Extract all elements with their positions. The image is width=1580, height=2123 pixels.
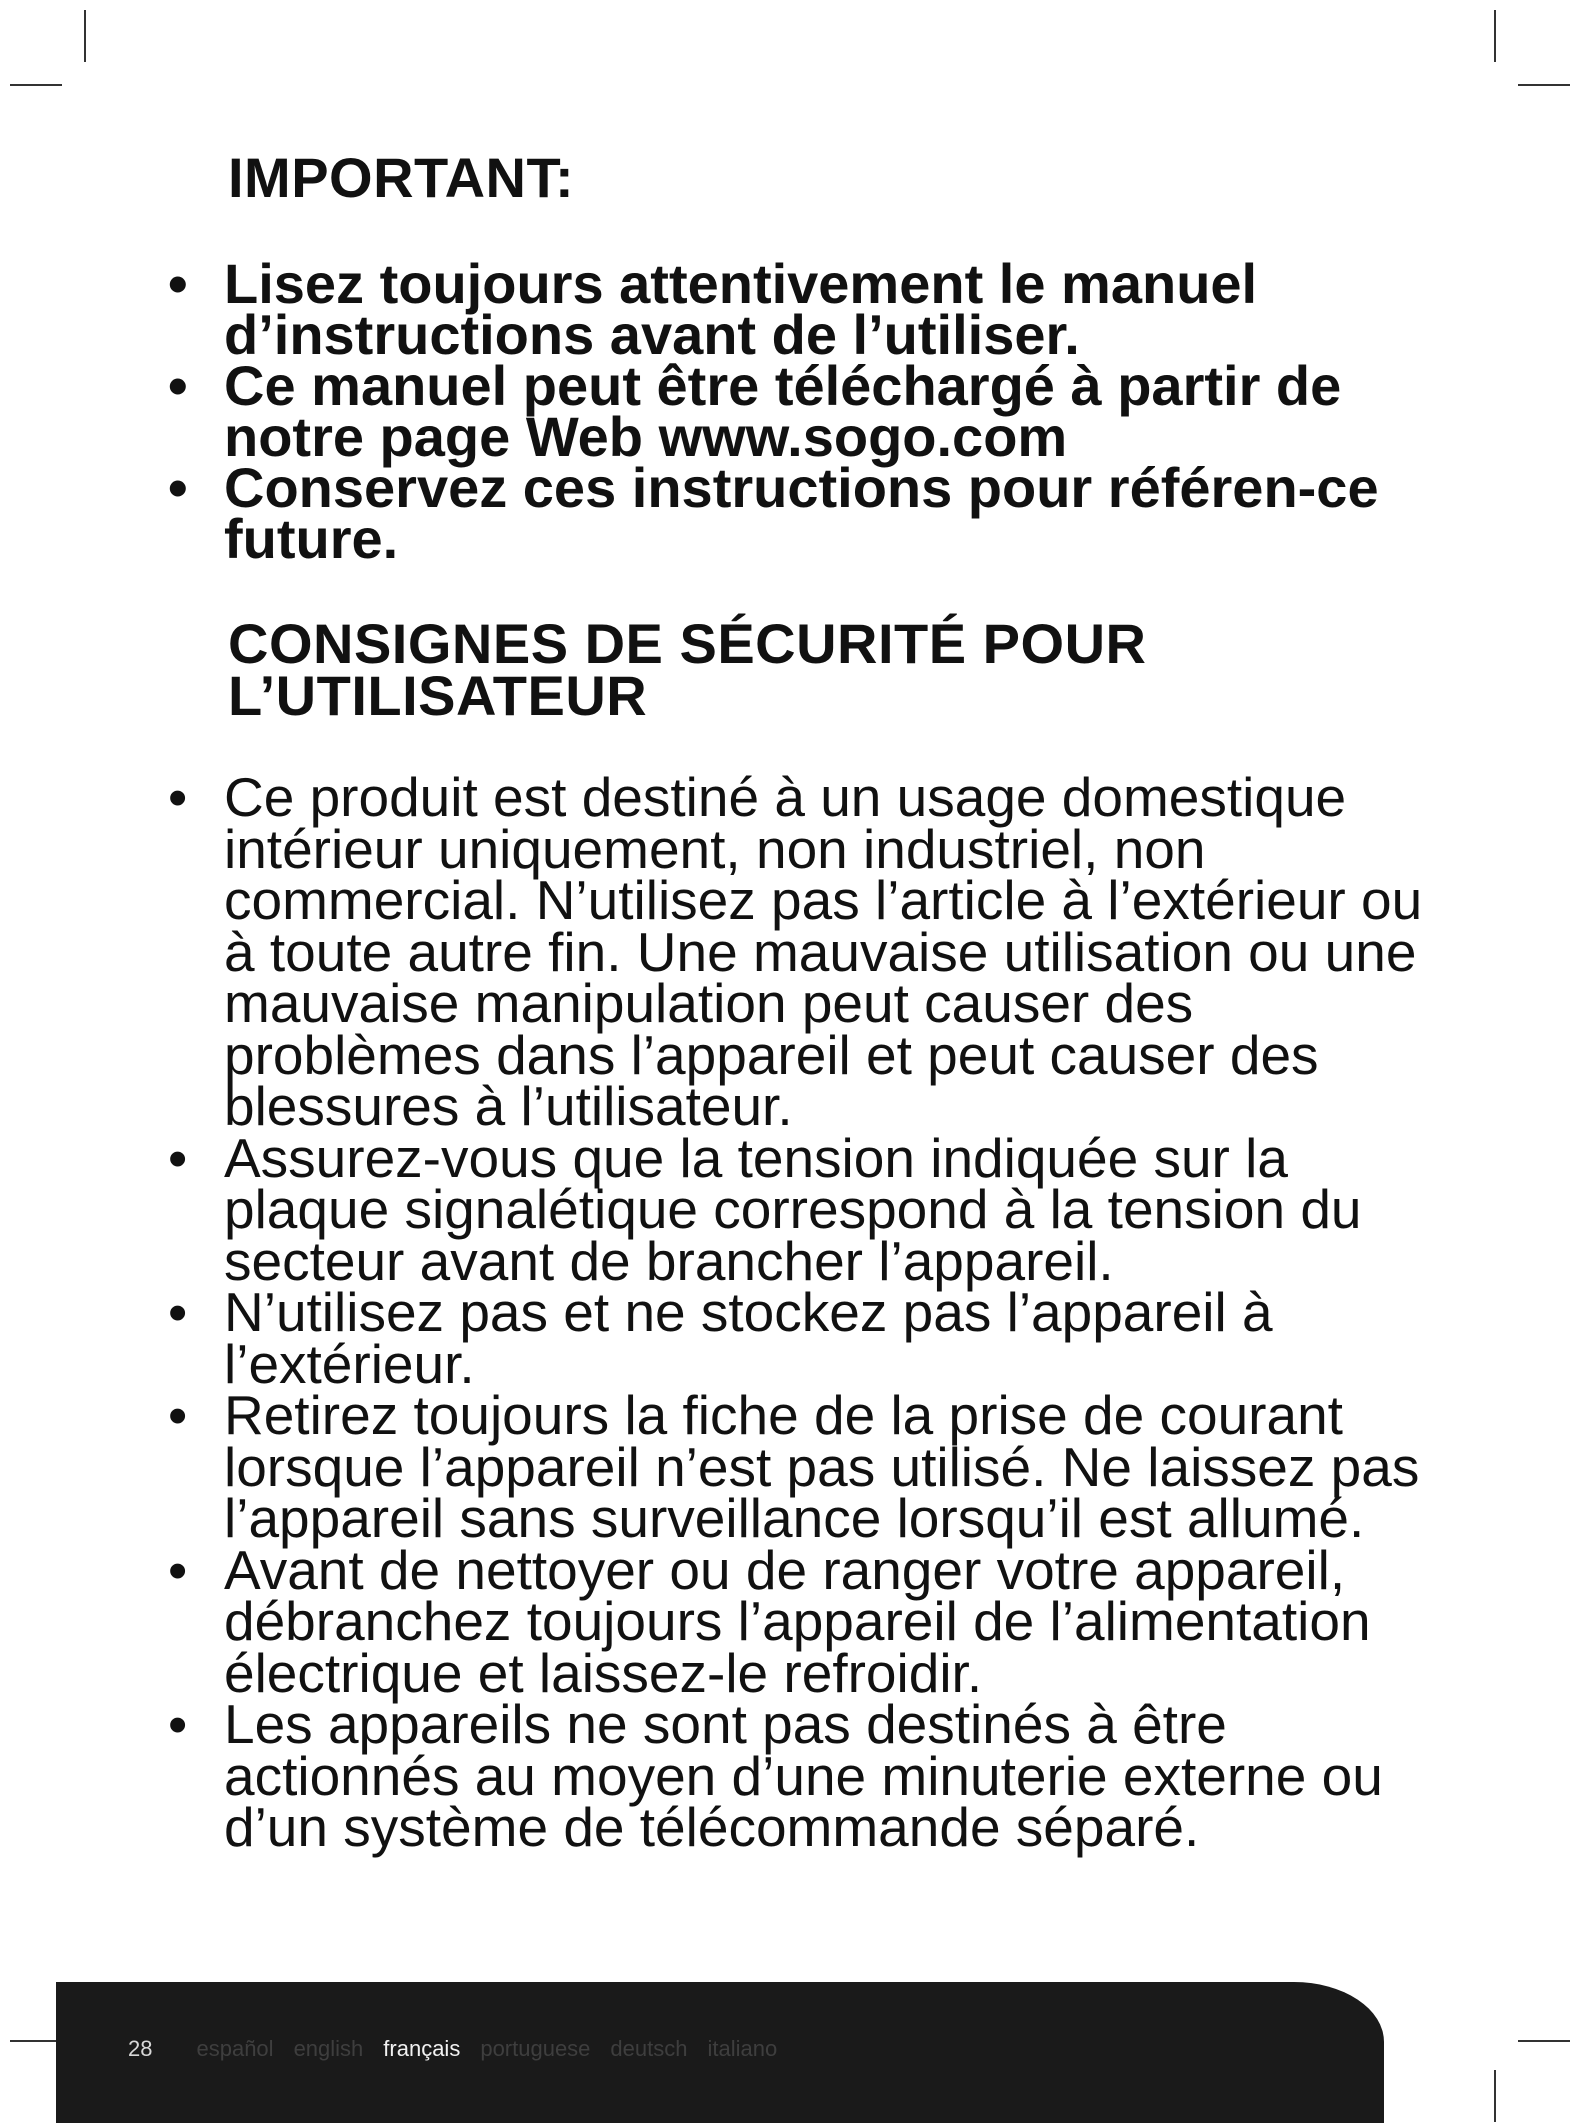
language-nav [128,2036,777,2062]
bullet-icon: • [168,766,188,828]
crop-mark [1494,10,1496,62]
language-link-portuguese[interactable]: portuguese [480,2036,591,2061]
language-link-deutsch[interactable]: deutsch [610,2036,688,2061]
bullet-icon: • [168,1384,188,1446]
list-item: • Assurez-vous que la tension indiquée sur la plaque signalétique correspond à la tension du secteur avant de brancher l’appareil. [168,1126,1362,1292]
bullet-icon: • [168,1126,188,1189]
crop-mark [1518,2040,1570,2042]
list-item: • Avant de nettoyer ou de ranger votre appareil, débranchez toujours l’appareil de l’alimentation électrique et laissez-le refroidir. [168,1538,1371,1704]
safety-list [0,766,1424,1858]
language-link-francais[interactable]: français [383,2036,461,2061]
list-item: • Conservez ces instructions pour référen-ce future. [168,456,1379,570]
page-number: 28 [128,2036,153,2061]
bullet-icon: • [168,1281,188,1343]
bullet-icon: • [168,1693,188,1755]
crop-mark [10,84,62,86]
list-item: • Ce produit est destiné à un usage domestique intérieur uniquement, non industriel, non commercial. N’utilisez pas l’article à l’extérieur ou à toute autre fin. Une mauvaise utilisation ou une mauvaise manipulation peut causer des problèmes dans l’appareil et peut causer des blessures à l’utilisateur. [168,766,1423,1137]
list-item: • Lisez toujours attentivement le manuel d’instructions avant de l’utiliser. [168,252,1258,366]
list-item: • Les appareils ne sont pas destinés à être actionnés au moyen d’une minuterie externe ou d’un système de télécommande séparé. [168,1693,1383,1858]
safety-heading: CONSIGNES DE SÉCURITÉ POUR L’UTILISATEUR [228,612,1147,727]
bullet-icon: • [168,354,188,417]
important-heading: IMPORTANT: [228,146,575,209]
crop-mark [1518,84,1570,86]
list-item: • Retirez toujours la fiche de la prise de courant lorsque l’appareil n’est pas utilisé. Ne laissez pas l’appareil sans surveillance lorsqu’il est allumé. [168,1384,1420,1549]
bullet-icon: • [168,1538,188,1601]
important-list [0,252,1424,570]
list-item: • N’utilisez pas et ne stockez pas l’appareil à l’extérieur. [168,1281,1273,1395]
footer-bar [56,1982,1384,2123]
bullet-icon: • [168,252,188,315]
crop-mark [10,2040,62,2042]
language-link-italiano[interactable]: italiano [707,2036,778,2061]
crop-mark [84,10,86,62]
list-item: • Ce manuel peut être téléchargé à partir de notre page Web www.sogo.com [168,354,1342,468]
language-link-espanol[interactable]: español [196,2036,274,2061]
bullet-icon: • [168,456,188,519]
language-link-english[interactable]: english [293,2036,364,2061]
crop-mark [1494,2070,1496,2122]
